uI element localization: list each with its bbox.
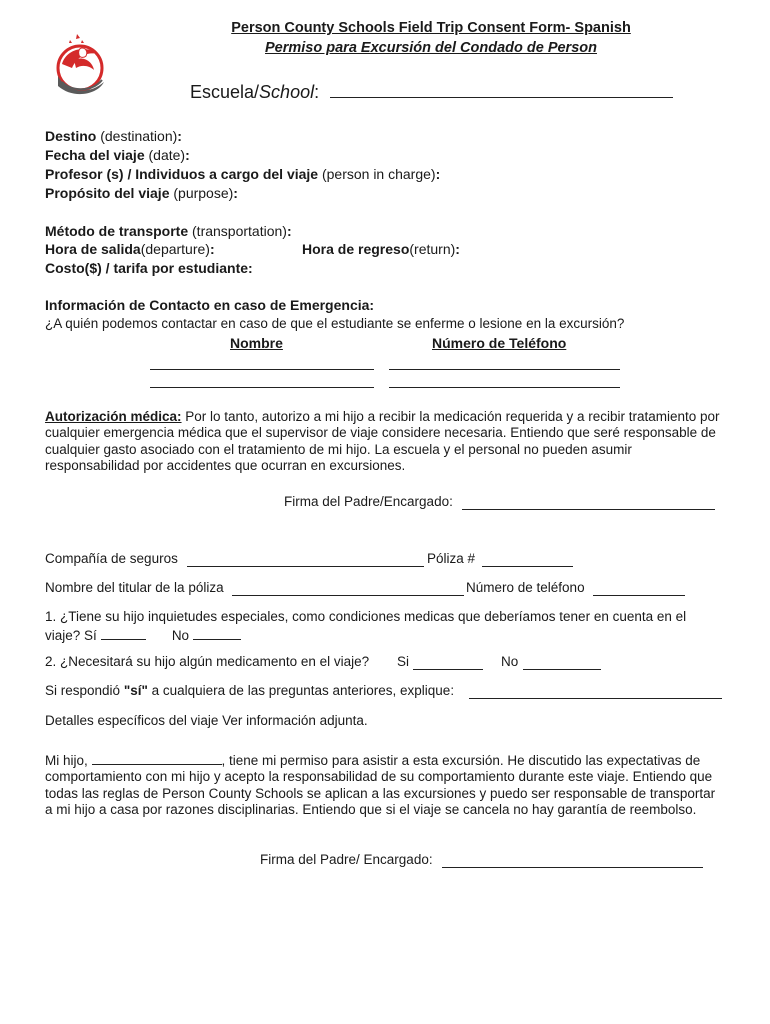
question-1-no-label: No — [171, 627, 190, 643]
teacher-label: Profesor (s) / Individuos a cargo del viaje — [45, 166, 319, 182]
policy-label: Póliza # — [427, 551, 476, 566]
emergency-col-phone: Número de Teléfono — [432, 335, 567, 351]
destination-line — [45, 128, 182, 145]
permission-text: , tiene mi permiso para asistir a esta excursión. He discutido las expectativas de comportamiento con mi hijo y acepto la responsabilidad de su comportamiento durante este viaje. Entiendo que todas las reglas de Person County Schools se aplican a las excursiones y puedo ser responsable de transportar a mi hijo a casa por razones disciplinarias. Entiendo que si el viaje se cancela no hay garantía de reembolso. — [45, 753, 716, 817]
trip-details: Detalles específicos del viaje Ver información adjunta. — [45, 713, 368, 728]
destination-label-en: (destination) — [96, 128, 178, 144]
question-2-text: 2. ¿Necesitará su hijo algún medicamento en el viaje? — [45, 654, 370, 669]
medical-signature-label: Firma del Padre/Encargado: — [284, 494, 453, 509]
date-colon: : — [185, 147, 190, 163]
emergency-phone-field-1[interactable] — [389, 369, 620, 370]
explain-pre: Si respondió — [45, 683, 124, 698]
medical-signature-field[interactable] — [462, 509, 715, 510]
permission-pre: Mi hijo, — [45, 753, 88, 768]
emergency-question: ¿A quién podemos contactar en caso de que el estudiante se enferme o lesione en la excursión? — [45, 316, 625, 331]
emergency-heading-text: Información de Contacto en caso de Emergencia — [45, 297, 370, 313]
date-line — [45, 147, 190, 164]
transport-colon: : — [286, 223, 292, 239]
transport-line — [45, 223, 292, 240]
question-2-no-field[interactable] — [523, 669, 601, 670]
medical-authorization-label: Autorización médica: — [45, 409, 182, 424]
date-label: Fecha del viaje — [45, 147, 145, 163]
child-name-field[interactable] — [92, 751, 222, 765]
teacher-label-en: (person in charge) — [318, 166, 436, 182]
emergency-name-field-2[interactable] — [150, 387, 374, 388]
question-1 — [45, 609, 725, 644]
departure-colon: : — [209, 241, 215, 257]
cost-label: Costo($) / tarifa por estudiante — [45, 260, 249, 276]
permission-signature-field[interactable] — [442, 867, 703, 868]
explain-quote: "sí" — [123, 683, 148, 698]
purpose-line — [45, 185, 238, 202]
emergency-col-name: Nombre — [230, 335, 283, 351]
policy-holder-field[interactable] — [232, 595, 464, 596]
departure-line — [45, 241, 215, 258]
purpose-colon: : — [233, 185, 238, 201]
policy-field[interactable] — [482, 566, 573, 567]
teacher-line — [45, 166, 440, 183]
question-2-no-label: No — [501, 654, 519, 669]
insurance-company-field[interactable] — [187, 566, 424, 567]
transport-label: Método de transporte — [45, 223, 189, 239]
permission-paragraph — [45, 751, 725, 818]
question-2-yes-label: Si — [397, 654, 410, 669]
teacher-colon: : — [435, 166, 441, 182]
school-line — [190, 82, 319, 103]
return-colon: : — [455, 241, 460, 257]
school-label-es: Escuela/ — [190, 82, 260, 102]
emergency-phone-field-2[interactable] — [389, 387, 620, 388]
form-subtitle: Permiso para Excursión del Condado de Person — [265, 40, 597, 56]
policy-phone-field[interactable] — [593, 595, 685, 596]
destination-colon: : — [177, 128, 182, 144]
school-field[interactable] — [330, 97, 673, 98]
return-label: Hora de regreso — [302, 241, 410, 257]
school-colon: : — [314, 82, 320, 102]
policy-phone-label: Número de teléfono — [466, 580, 585, 595]
cost-line — [45, 260, 253, 277]
explain-line — [45, 683, 454, 699]
purpose-label: Propósito del viaje — [45, 185, 170, 201]
question-2-yes-field[interactable] — [413, 669, 483, 670]
permission-signature-label: Firma del Padre/ Encargado: — [260, 852, 433, 867]
school-label-en: School — [259, 82, 315, 102]
departure-label: Hora de salida — [45, 241, 141, 257]
insurance-company-label: Compañía de seguros — [45, 551, 178, 566]
policy-holder-label: Nombre del titular de la póliza — [45, 580, 224, 595]
explain-field[interactable] — [469, 698, 722, 699]
explain-post: a cualquiera de las preguntas anteriores, explique: — [147, 683, 455, 698]
return-label-en: (return) — [409, 241, 456, 257]
purpose-label-en: (purpose) — [169, 185, 234, 201]
medical-authorization — [45, 409, 725, 474]
medical-authorization-text: Por lo tanto, autorizo a mi hijo a recibir la medicación requerida y a recibir tratamiento por cualquier emergencia médica que el supervisor de viaje considere necesaria. Entiendo que seré responsable de cualquier gasto asociado con el tratamiento de mi hijo. La escuela y el personal no pueden asumir responsabilidad por accidentes que ocurran en excursiones. — [45, 409, 720, 473]
emergency-name-field-1[interactable] — [150, 369, 374, 370]
date-label-en: (date) — [144, 147, 186, 163]
question-1-text: 1. ¿Tiene su hijo inquietudes especiales, como condiciones medicas que deberíamos tener en cuenta en el viaje? Sí — [45, 609, 687, 643]
question-1-yes-field[interactable] — [101, 626, 146, 640]
departure-label-en: (departure) — [140, 241, 210, 257]
transport-label-en: (transportation) — [188, 223, 287, 239]
cost-colon: : — [248, 260, 253, 276]
emergency-heading — [45, 297, 374, 314]
return-line — [302, 241, 460, 258]
destination-label: Destino — [45, 128, 97, 144]
question-1-no-field[interactable] — [193, 626, 241, 640]
emergency-heading-colon: : — [369, 297, 375, 313]
form-title: Person County Schools Field Trip Consent Form- Spanish — [231, 20, 631, 36]
